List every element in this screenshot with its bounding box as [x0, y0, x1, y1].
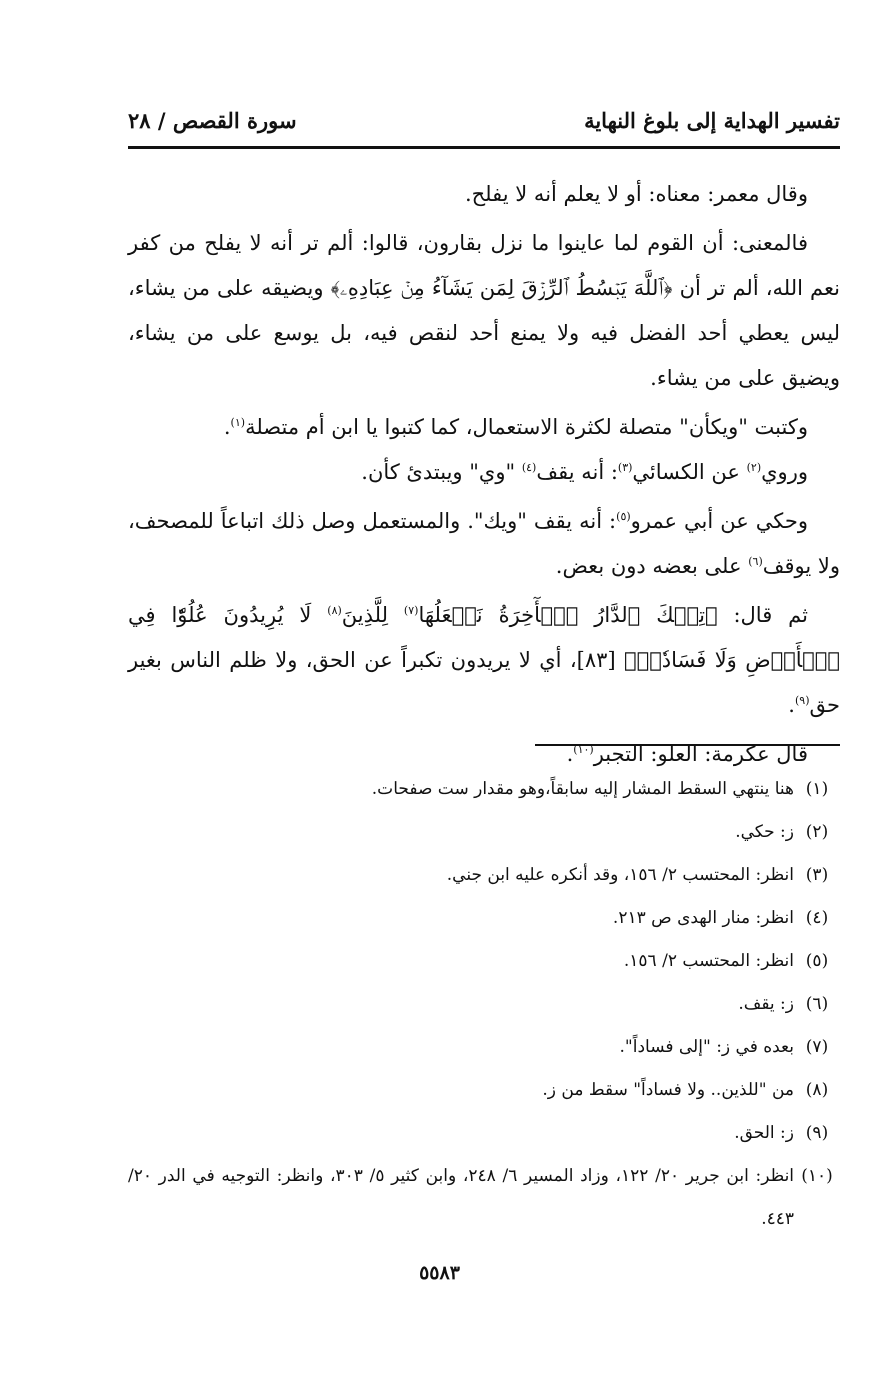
footnote-ref-9: (٩) [794, 694, 810, 707]
footnote-text: انظر: المحتسب ٢/ ١٥٦. [623, 951, 794, 971]
running-header [128, 100, 840, 140]
paragraph-7: قال عكرمة: العلو: التجبر$^{(١٠)}$. [566, 742, 808, 766]
footnote-text: من "للذين.. ولا فساداً" سقط من ز. [542, 1080, 794, 1100]
footnote-text: انظر: المحتسب ٢/ ١٥٦، وقد أنكره عليه ابن جني. [446, 865, 794, 885]
footnote-text: ز: الحق. [734, 1123, 794, 1143]
footnote-item [128, 897, 840, 940]
footnote-ref-8: (٨) [327, 604, 342, 617]
page-number: ٥٥٨٣ [419, 1262, 460, 1284]
footnote-item [128, 1112, 840, 1155]
paragraph-6-text-c: لَا يُرِيدُونَ عُلُوّٗا فِي ٱلۡأَرۡضِ وَلَا فَسَادٗاۚ﴾ [٨٣]، أي لا يريدون تكبراً عن الحق، ولا ظلم الناس بغير حق [128, 603, 840, 717]
footnote-ref-10: (١٠) [573, 743, 594, 756]
footnote-text: انظر: منار الهدى ص ٢١٣. [612, 908, 794, 928]
book-title: تفسير الهداية إلى بلوغ النهاية [584, 107, 840, 133]
footnote-divider [535, 744, 840, 746]
paragraph-6-text-a: ثم قال: ﴿تِلۡكَ ٱلدَّارُ ٱلۡأٓخِرَةُ نَجۡعَلُهَا [418, 603, 808, 627]
footnote-item [128, 1069, 840, 1112]
footnote-item [128, 768, 840, 811]
paragraph-7-text: قال عكرمة: العلو: التجبر [593, 742, 808, 766]
footnote-number: (٥) [805, 951, 829, 971]
paragraph-4-text-c: : أنه يقف [536, 460, 618, 484]
footnote-item [128, 1026, 840, 1069]
footnote-text: بعده في ز: "إلى فساداً". [619, 1037, 794, 1057]
footnote-number: (١) [805, 779, 829, 799]
surah-reference: سورة القصص / ٢٨ [128, 107, 297, 133]
footnote-ref-2: (٢) [746, 461, 762, 474]
footnote-number: (٢) [805, 822, 829, 842]
paragraph-6-text-b: لِلَّذِينَ [341, 603, 404, 627]
footnote-number: (٧) [805, 1037, 829, 1057]
paragraph-4-text-b: عن الكسائي [632, 460, 747, 484]
footnote-item [128, 854, 840, 897]
paragraph-5-text-b: : أنه يقف "ويك". والمستعمل وصل ذلك اتباعاً للمصحف، ولا يوقف [128, 509, 840, 578]
paragraph-5-text-a: وحكي عن أبي عمرو [630, 509, 808, 533]
footnote-item [128, 1155, 840, 1241]
paragraph-2: فالمعنى: أن القوم لما عاينوا ما نزل بقارون، قالوا: ألم تر أنه لا يفلح من كفر نعم الله، ألم تر أن ﴿ٱللَّهَ يَبۡسُطُ ٱلرِّزۡقَ لِمَن يَشَآءُ مِنۡ عِبَادِهِۦ﴾ ويضيقه على من يشاء، ليس يعطي أحد الفضل فيه ولا يمنع أحد لنقص فيه، بل يوسع على من يشاء، ويضيق على من يشاء. [128, 231, 840, 390]
header-divider [128, 146, 840, 149]
footnote-number: (٨) [805, 1080, 829, 1100]
footnote-text: ز: حكي. [735, 822, 794, 842]
main-text [128, 172, 840, 777]
footnote-item [128, 983, 840, 1026]
paragraph-4-text-d: "وي" ويبتدئ كأن. [361, 460, 522, 484]
footnote-text: هنا ينتهي السقط المشار إليه سابقاً،وهو مقدار ست صفحات. [371, 779, 794, 799]
footnote-number: (٣) [805, 865, 829, 885]
paragraph-1: وقال معمر: معناه: أو لا يعلم أنه لا يفلح. [464, 182, 808, 206]
footnote-number: (٩) [805, 1123, 829, 1143]
footnote-item [128, 940, 840, 983]
paragraph-5-text-c: على بعضه دون بعض. [555, 554, 749, 578]
paragraph-5 [128, 499, 840, 589]
footnote-item [128, 811, 840, 854]
footnote-ref-7: (٧) [403, 604, 419, 617]
footnote-number: (١٠) [801, 1166, 833, 1186]
footnotes [128, 768, 840, 1241]
footnote-ref-1: (١) [230, 416, 246, 429]
footnote-ref-3: (٣) [617, 461, 633, 474]
footnote-number: (٦) [805, 994, 829, 1014]
footnote-text: ز: يقف. [738, 994, 794, 1014]
footnote-text: انظر: ابن جرير ٢٠/ ١٢٢، وزاد المسير ٦/ ٢٤٨، وابن كثير ٥/ ٣٠٣، وانظر: التوجيه في الدر ٢٠/ ٤٤٣. [128, 1166, 795, 1229]
footnote-number: (٤) [805, 908, 829, 928]
footnote-ref-5: (٥) [616, 510, 631, 523]
paragraph-3: وكتبت "ويكأن" متصلة لكثرة الاستعمال، كما كتبوا يا ابن أم متصلة$^{(١)}$. [223, 415, 808, 439]
footnote-ref-4: (٤) [521, 461, 537, 474]
paragraph-6: ثم قال: ﴿تِلۡكَ ٱلدَّارُ ٱلۡأٓخِرَةُ نَجۡعَلُهَا$^{(٧)}$ لِلَّذِينَ$^{(٨)}$ لَا يُرِيدُونَ عُلُوّٗا فِي ٱلۡأَرۡضِ وَلَا فَسَادٗاۚ﴾ [٨٣]، أي لا يريدون تكبراً عن الحق، ولا ظلم الناس بغير حق$^{(٩)}$. [128, 603, 840, 717]
paragraph-4 [128, 450, 840, 495]
footnote-ref-6: (٦) [748, 555, 763, 568]
paragraph-3-text: وكتبت "ويكأن" متصلة لكثرة الاستعمال، كما كتبوا يا ابن أم متصلة [245, 415, 808, 439]
paragraph-4-text-a: وروي [761, 460, 808, 484]
